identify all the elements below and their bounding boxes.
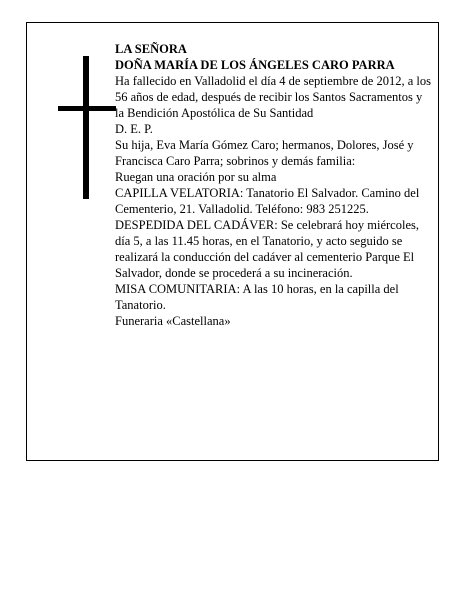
funeral-home: Funeraria «Castellana» [115, 314, 231, 328]
obituary-text [115, 41, 433, 329]
farewell-info: DESPEDIDA DEL CADÁVER: Se celebrará hoy miércoles, día 5, a las 11.45 horas, en el Tanatorio, y acto seguido se realizará la conducción del cadáver al cementerio Parque El Salvador, donde se procederá a su incineración. [115, 218, 419, 280]
family-list: Su hija, Eva María Gómez Caro; hermanos, Dolores, José y Francisca Caro Parra; sobrinos y demás familia: [115, 138, 414, 168]
cross-horizontal-bar [58, 106, 116, 111]
prayer-request: Ruegan una oración por su alma [115, 170, 277, 184]
cross-icon [58, 56, 116, 199]
deceased-name: DOÑA MARÍA DE LOS ÁNGELES CARO PARRA [115, 58, 395, 72]
obituary-notice [26, 22, 439, 461]
obituary-title: LA SEÑORA [115, 42, 187, 56]
cross-vertical-bar [83, 56, 89, 199]
death-announcement: Ha fallecido en Valladolid el día 4 de septiembre de 2012, a los 56 años de edad, después de recibir los Santos Sacramentos y la Bendición Apostólica de Su Santidad [115, 74, 431, 120]
dep-line: D. E. P. [115, 122, 153, 136]
chapel-info: CAPILLA VELATORIA: Tanatorio El Salvador. Camino del Cementerio, 21. Valladolid. Teléfono: 983 251225. [115, 186, 420, 216]
mass-info: MISA COMUNITARIA: A las 10 horas, en la capilla del Tanatorio. [115, 282, 399, 312]
